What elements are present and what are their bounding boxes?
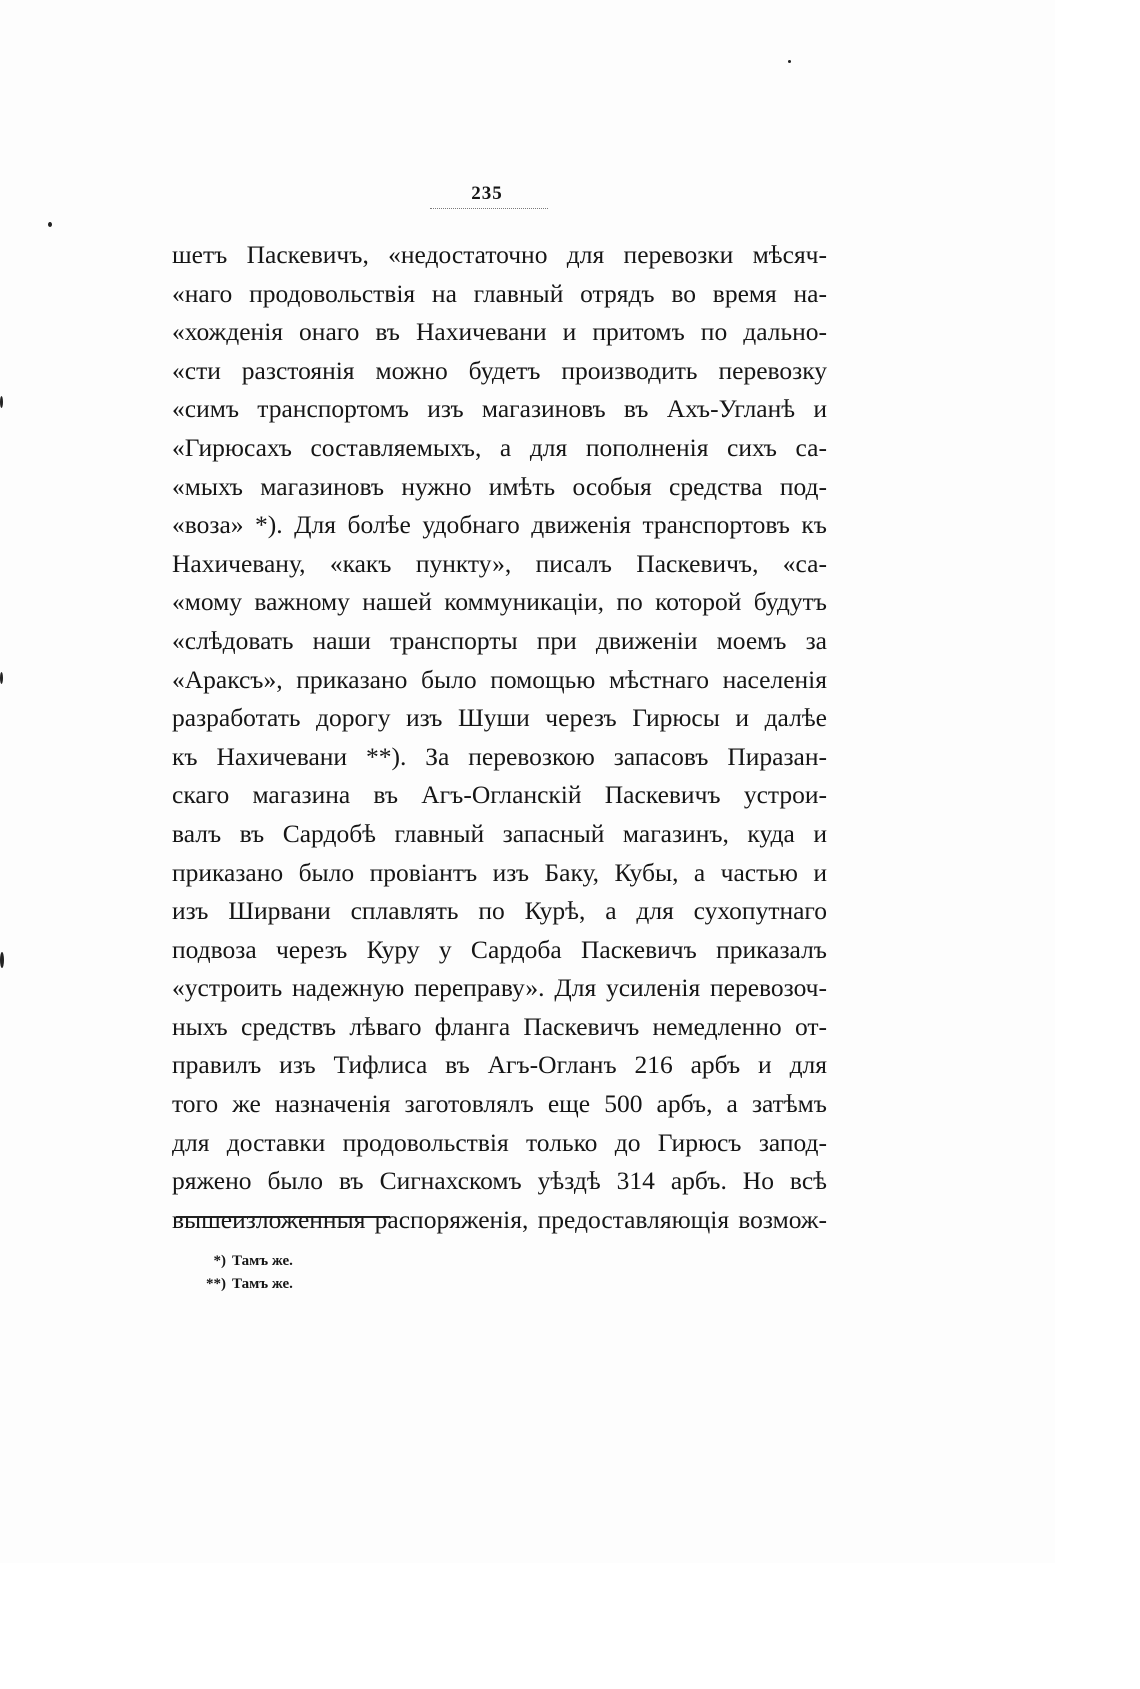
- text-line: правилъ изъ Тифлиса въ Агъ-Огланъ 216 арбъ и для: [172, 1050, 827, 1080]
- text-line: «устроить надежную переправу». Для усиленія перевозоч-: [172, 973, 827, 1003]
- text-line: шетъ Паскевичъ, «недостаточно для перевозки мѣсяч-: [172, 240, 827, 269]
- text-line: «сти разстоянія можно будетъ производить перевозку: [172, 355, 827, 385]
- footnote-mark: **): [206, 1276, 226, 1292]
- text-line: «Араксъ», приказано было помощью мѣстнаго населенія: [172, 664, 827, 694]
- page-number: 235: [471, 183, 503, 204]
- text-line: «наго продовольствія на главный отрядъ во время на-: [172, 278, 827, 308]
- text-line: къ Нахичевани **). За перевозкою запасовъ Пиразан-: [172, 741, 827, 771]
- scan-speck: [48, 222, 52, 227]
- text-line: «мому важному нашей коммуникаціи, по которой будутъ: [172, 587, 827, 617]
- scan-speck: [0, 396, 3, 408]
- body-text: [172, 236, 827, 1239]
- footnote: [200, 1250, 500, 1273]
- footnote-mark: *): [213, 1253, 226, 1269]
- text-line: того же назначенія заготовлялъ еще 500 арбъ, а затѣмъ: [172, 1089, 827, 1119]
- text-line: валъ въ Сардобѣ главный запасный магазинъ, куда и: [172, 818, 827, 848]
- text-line: «симъ транспортомъ изъ магазиновъ въ Ахъ-Угланѣ и: [172, 394, 827, 424]
- text-line: «воза» *). Для болѣе удобнаго движенія транспортовъ къ: [172, 510, 827, 540]
- text-line: «хожденія онаго въ Нахичевани и притомъ по дально-: [172, 317, 827, 347]
- scan-speck: [0, 672, 3, 684]
- text-line: изъ Ширвани сплавлять по Курѣ, а для сухопутнаго: [172, 896, 827, 926]
- text-line: Нахичевану, «какъ пункту», писалъ Паскевичъ, «са-: [172, 548, 827, 578]
- footnote-separator: [176, 1216, 390, 1218]
- text-line: «Гирюсахъ составляемыхъ, а для пополненія сихъ са-: [172, 432, 827, 462]
- footnotes: [200, 1250, 500, 1296]
- footnote: [200, 1273, 500, 1296]
- scan-speck: [0, 952, 4, 968]
- text-line: вышеизложенныя распоряженія, предоставляющія возмож-: [172, 1204, 827, 1234]
- text-line: разработать дорогу изъ Шуши черезъ Гирюсы и далѣе: [172, 703, 827, 733]
- footnote-text: Тамъ же.: [232, 1253, 293, 1269]
- text-line: скаго магазина въ Агъ-Огланскій Паскевичъ устрои-: [172, 780, 827, 810]
- text-line: приказано было провіантъ изъ Баку, Кубы, а частью и: [172, 857, 827, 887]
- page-number-ornament: [430, 208, 548, 209]
- text-line: подвоза черезъ Куру у Сардоба Паскевичъ приказалъ: [172, 934, 827, 964]
- text-line: «слѣдовать наши транспорты при движеніи моемъ за: [172, 625, 827, 655]
- text-line: ныхъ средствъ лѣваго фланга Паскевичъ немедленно от-: [172, 1011, 827, 1041]
- footnote-text: Тамъ же.: [232, 1276, 293, 1292]
- text-line: для доставки продовольствія только до Гирюсъ запод-: [172, 1127, 827, 1157]
- text-line: ряжено было въ Сигнахскомъ уѣздѣ 314 арбъ. Но всѣ: [172, 1166, 827, 1196]
- scan-speck: [788, 60, 791, 63]
- text-line: «мыхъ магазиновъ нужно имѣть особыя средства под-: [172, 471, 827, 501]
